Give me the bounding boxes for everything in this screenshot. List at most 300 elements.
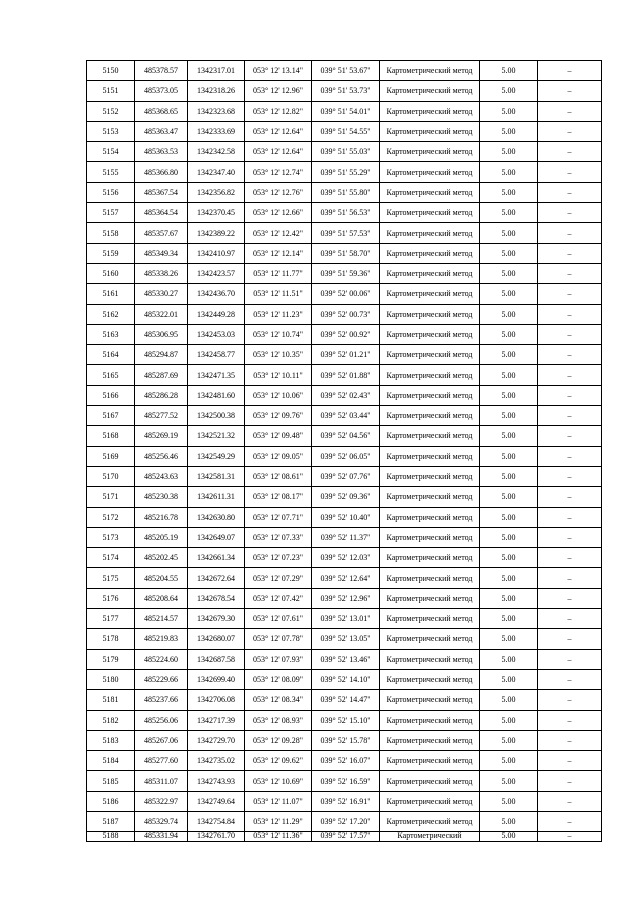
method-cell: Картометрический метод [380,751,480,771]
table-row [87,385,602,405]
method-cell: Картометрический метод [380,588,480,608]
point-number-cell: 5161 [87,284,135,304]
method-cell: Картометрический метод [380,385,480,405]
longitude-cell: 039° 52' 16.91" [312,791,380,811]
longitude-cell: 039° 52' 06.05" [312,446,380,466]
longitude-cell: 039° 52' 16.59" [312,771,380,791]
method-cell: Картометрический метод [380,527,480,547]
note-cell: – [538,466,602,486]
method-cell: Картометрический метод [380,243,480,263]
method-cell: Картометрический метод [380,182,480,202]
point-number-cell: 5154 [87,142,135,162]
latitude-cell: 053° 12' 11.29" [245,811,312,831]
longitude-cell: 039° 52' 14.10" [312,669,380,689]
note-cell: – [538,243,602,263]
note-cell: – [538,548,602,568]
table-row [87,771,602,791]
x-coordinate-cell: 485224.60 [135,649,188,669]
latitude-cell: 053° 12' 07.29" [245,568,312,588]
x-coordinate-cell: 485287.69 [135,365,188,385]
accuracy-cell: 5.00 [480,162,538,182]
table-row [87,61,602,81]
accuracy-cell: 5.00 [480,466,538,486]
table-row [87,629,602,649]
latitude-cell: 053° 12' 12.82" [245,101,312,121]
note-cell: – [538,730,602,750]
point-number-cell: 5166 [87,385,135,405]
point-number-cell: 5163 [87,324,135,344]
note-cell: – [538,121,602,141]
longitude-cell: 039° 51' 53.67" [312,61,380,81]
y-coordinate-cell: 1342500.38 [188,406,245,426]
accuracy-cell: 5.00 [480,81,538,101]
longitude-cell: 039° 51' 56.53" [312,203,380,223]
point-number-cell: 5171 [87,487,135,507]
method-cell: Картометрический метод [380,61,480,81]
latitude-cell: 053° 12' 12.14" [245,243,312,263]
accuracy-cell: 5.00 [480,609,538,629]
longitude-cell: 039° 52' 17.20" [312,811,380,831]
accuracy-cell: 5.00 [480,669,538,689]
table-row [87,507,602,527]
longitude-cell: 039° 52' 13.05" [312,629,380,649]
point-number-cell: 5152 [87,101,135,121]
x-coordinate-cell: 485378.57 [135,61,188,81]
y-coordinate-cell: 1342370.45 [188,203,245,223]
method-cell: Картометрический метод [380,629,480,649]
point-number-cell: 5178 [87,629,135,649]
longitude-cell: 039° 51' 54.01" [312,101,380,121]
note-cell: – [538,771,602,791]
table-row [87,203,602,223]
y-coordinate-cell: 1342436.70 [188,284,245,304]
point-number-cell: 5151 [87,81,135,101]
point-number-cell: 5172 [87,507,135,527]
latitude-cell: 053° 12' 09.62" [245,751,312,771]
point-number-cell: 5150 [87,61,135,81]
table-row [87,284,602,304]
method-cell: Картометрический метод [380,284,480,304]
y-coordinate-cell: 1342749.64 [188,791,245,811]
table-row [87,121,602,141]
latitude-cell: 053° 12' 07.23" [245,548,312,568]
longitude-cell: 039° 52' 13.46" [312,649,380,669]
table-row [87,223,602,243]
accuracy-cell: 5.00 [480,588,538,608]
longitude-cell: 039° 52' 02.43" [312,385,380,405]
table-row [87,730,602,750]
y-coordinate-cell: 1342458.77 [188,345,245,365]
y-coordinate-cell: 1342389.22 [188,223,245,243]
latitude-cell: 053° 12' 08.93" [245,710,312,730]
note-cell: – [538,791,602,811]
y-coordinate-cell: 1342423.57 [188,263,245,283]
latitude-cell: 053° 12' 08.61" [245,466,312,486]
x-coordinate-cell: 485277.52 [135,406,188,426]
latitude-cell: 053° 12' 10.69" [245,771,312,791]
point-number-cell: 5169 [87,446,135,466]
point-number-cell: 5181 [87,690,135,710]
note-cell: – [538,507,602,527]
y-coordinate-cell: 1342761.70 [188,832,245,842]
table-row [87,406,602,426]
table-row [87,446,602,466]
latitude-cell: 053° 12' 10.11" [245,365,312,385]
note-cell: – [538,263,602,283]
point-number-cell: 5165 [87,365,135,385]
x-coordinate-cell: 485286.28 [135,385,188,405]
method-cell: Картометрический метод [380,811,480,831]
latitude-cell: 053° 12' 10.06" [245,385,312,405]
latitude-cell: 053° 12' 09.76" [245,406,312,426]
longitude-cell: 039° 51' 53.73" [312,81,380,101]
latitude-cell: 053° 12' 07.61" [245,609,312,629]
accuracy-cell: 5.00 [480,507,538,527]
accuracy-cell: 5.00 [480,263,538,283]
longitude-cell: 039° 52' 00.06" [312,284,380,304]
y-coordinate-cell: 1342630.80 [188,507,245,527]
table-row [87,568,602,588]
latitude-cell: 053° 12' 12.42" [245,223,312,243]
x-coordinate-cell: 485214.57 [135,609,188,629]
latitude-cell: 053° 12' 11.07" [245,791,312,811]
accuracy-cell: 5.00 [480,304,538,324]
x-coordinate-cell: 485338.26 [135,263,188,283]
x-coordinate-cell: 485349.34 [135,243,188,263]
x-coordinate-cell: 485204.55 [135,568,188,588]
table-row [87,345,602,365]
note-cell: – [538,182,602,202]
method-cell: Картометрический метод [380,446,480,466]
x-coordinate-cell: 485367.54 [135,182,188,202]
note-cell: – [538,365,602,385]
latitude-cell: 053° 12' 08.34" [245,690,312,710]
accuracy-cell: 5.00 [480,446,538,466]
y-coordinate-cell: 1342323.68 [188,101,245,121]
point-number-cell: 5184 [87,751,135,771]
note-cell: – [538,142,602,162]
x-coordinate-cell: 485322.01 [135,304,188,324]
x-coordinate-cell: 485357.67 [135,223,188,243]
y-coordinate-cell: 1342549.29 [188,446,245,466]
accuracy-cell: 5.00 [480,791,538,811]
note-cell: – [538,61,602,81]
x-coordinate-cell: 485219.83 [135,629,188,649]
method-cell: Картометрический метод [380,487,480,507]
latitude-cell: 053° 12' 12.76" [245,182,312,202]
accuracy-cell: 5.00 [480,284,538,304]
note-cell: – [538,304,602,324]
table-row [87,487,602,507]
latitude-cell: 053° 12' 10.35" [245,345,312,365]
y-coordinate-cell: 1342356.82 [188,182,245,202]
y-coordinate-cell: 1342706.08 [188,690,245,710]
note-cell: – [538,162,602,182]
latitude-cell: 053° 12' 07.93" [245,649,312,669]
point-number-cell: 5160 [87,263,135,283]
y-coordinate-cell: 1342729.70 [188,730,245,750]
accuracy-cell: 5.00 [480,142,538,162]
latitude-cell: 053° 12' 12.66" [245,203,312,223]
method-cell: Картометрический метод [380,101,480,121]
latitude-cell: 053° 12' 11.51" [245,284,312,304]
method-cell: Картометрический метод [380,669,480,689]
accuracy-cell: 5.00 [480,487,538,507]
note-cell: – [538,690,602,710]
x-coordinate-cell: 485366.80 [135,162,188,182]
x-coordinate-cell: 485216.78 [135,507,188,527]
longitude-cell: 039° 51' 57.53" [312,223,380,243]
method-cell: Картометрический метод [380,345,480,365]
y-coordinate-cell: 1342453.03 [188,324,245,344]
y-coordinate-cell: 1342481.60 [188,385,245,405]
x-coordinate-cell: 485256.06 [135,710,188,730]
y-coordinate-cell: 1342347.40 [188,162,245,182]
point-number-cell: 5173 [87,527,135,547]
note-cell: – [538,527,602,547]
table-row [87,101,602,121]
note-cell: – [538,223,602,243]
table-row [87,548,602,568]
point-number-cell: 5167 [87,406,135,426]
accuracy-cell: 5.00 [480,345,538,365]
longitude-cell: 039° 52' 10.40" [312,507,380,527]
latitude-cell: 053° 12' 07.78" [245,629,312,649]
longitude-cell: 039° 52' 12.96" [312,588,380,608]
longitude-cell: 039° 51' 58.70" [312,243,380,263]
accuracy-cell: 5.00 [480,568,538,588]
x-coordinate-cell: 485208.64 [135,588,188,608]
longitude-cell: 039° 52' 17.57" [312,832,380,842]
longitude-cell: 039° 52' 16.07" [312,751,380,771]
point-number-cell: 5180 [87,669,135,689]
latitude-cell: 053° 12' 11.23" [245,304,312,324]
table-row [87,791,602,811]
x-coordinate-cell: 485368.65 [135,101,188,121]
method-cell: Картометрический метод [380,324,480,344]
point-number-cell: 5162 [87,304,135,324]
table-row [87,466,602,486]
point-number-cell: 5179 [87,649,135,669]
accuracy-cell: 5.00 [480,182,538,202]
table-row [87,811,602,831]
method-cell: Картометрический метод [380,649,480,669]
accuracy-cell: 5.00 [480,101,538,121]
table-row [87,426,602,446]
latitude-cell: 053° 12' 07.33" [245,527,312,547]
longitude-cell: 039° 52' 11.37" [312,527,380,547]
note-cell: – [538,284,602,304]
point-number-cell: 5185 [87,771,135,791]
method-cell: Картометрический метод [380,223,480,243]
y-coordinate-cell: 1342521.32 [188,426,245,446]
method-cell: Картометрический метод [380,791,480,811]
y-coordinate-cell: 1342743.93 [188,771,245,791]
note-cell: – [538,649,602,669]
y-coordinate-cell: 1342471.35 [188,365,245,385]
note-cell: – [538,324,602,344]
point-number-cell: 5164 [87,345,135,365]
method-cell: Картометрический метод [380,203,480,223]
note-cell: – [538,832,602,842]
note-cell: – [538,406,602,426]
table-row [87,588,602,608]
x-coordinate-cell: 485202.45 [135,548,188,568]
y-coordinate-cell: 1342317.01 [188,61,245,81]
note-cell: – [538,588,602,608]
longitude-cell: 039° 52' 03.44" [312,406,380,426]
accuracy-cell: 5.00 [480,548,538,568]
note-cell: – [538,751,602,771]
table-row [87,142,602,162]
latitude-cell: 053° 12' 12.74" [245,162,312,182]
x-coordinate-cell: 485329.74 [135,811,188,831]
method-cell: Картометрический метод [380,162,480,182]
note-cell: – [538,81,602,101]
accuracy-cell: 5.00 [480,527,538,547]
y-coordinate-cell: 1342333.69 [188,121,245,141]
longitude-cell: 039° 52' 14.47" [312,690,380,710]
latitude-cell: 053° 12' 07.71" [245,507,312,527]
point-number-cell: 5158 [87,223,135,243]
method-cell: Картометрический метод [380,730,480,750]
method-cell: Картометрический метод [380,548,480,568]
x-coordinate-cell: 485277.60 [135,751,188,771]
table-row [87,527,602,547]
x-coordinate-cell: 485363.53 [135,142,188,162]
accuracy-cell: 5.00 [480,629,538,649]
coordinates-table [86,60,602,842]
accuracy-cell: 5.00 [480,771,538,791]
point-number-cell: 5157 [87,203,135,223]
note-cell: – [538,710,602,730]
point-number-cell: 5170 [87,466,135,486]
longitude-cell: 039° 52' 12.03" [312,548,380,568]
y-coordinate-cell: 1342581.31 [188,466,245,486]
x-coordinate-cell: 485322.97 [135,791,188,811]
y-coordinate-cell: 1342679.30 [188,609,245,629]
point-number-cell: 5176 [87,588,135,608]
method-cell: Картометрический метод [380,690,480,710]
table-row [87,182,602,202]
x-coordinate-cell: 485306.95 [135,324,188,344]
method-cell: Картометрический метод [380,304,480,324]
accuracy-cell: 5.00 [480,223,538,243]
y-coordinate-cell: 1342678.54 [188,588,245,608]
accuracy-cell: 5.00 [480,649,538,669]
y-coordinate-cell: 1342611.31 [188,487,245,507]
x-coordinate-cell: 485331.94 [135,832,188,842]
longitude-cell: 039° 52' 01.21" [312,345,380,365]
note-cell: – [538,811,602,831]
accuracy-cell: 5.00 [480,203,538,223]
latitude-cell: 053° 12' 12.64" [245,142,312,162]
longitude-cell: 039° 52' 15.10" [312,710,380,730]
accuracy-cell: 5.00 [480,365,538,385]
note-cell: – [538,669,602,689]
latitude-cell: 053° 12' 10.74" [245,324,312,344]
method-cell: Картометрический метод [380,507,480,527]
note-cell: – [538,609,602,629]
longitude-cell: 039° 52' 00.92" [312,324,380,344]
x-coordinate-cell: 485330.27 [135,284,188,304]
longitude-cell: 039° 52' 07.76" [312,466,380,486]
longitude-cell: 039° 51' 59.36" [312,263,380,283]
point-number-cell: 5188 [87,832,135,842]
point-number-cell: 5153 [87,121,135,141]
y-coordinate-cell: 1342672.64 [188,568,245,588]
method-cell: Картометрический метод [380,121,480,141]
x-coordinate-cell: 485229.66 [135,669,188,689]
table-row [87,832,602,842]
latitude-cell: 053° 12' 11.36" [245,832,312,842]
method-cell: Картометрический метод [380,406,480,426]
longitude-cell: 039° 52' 09.36" [312,487,380,507]
longitude-cell: 039° 52' 01.88" [312,365,380,385]
method-cell: Картометрический метод [380,466,480,486]
x-coordinate-cell: 485269.19 [135,426,188,446]
point-number-cell: 5156 [87,182,135,202]
note-cell: – [538,487,602,507]
latitude-cell: 053° 12' 07.42" [245,588,312,608]
method-cell: Картометрический метод [380,263,480,283]
y-coordinate-cell: 1342735.02 [188,751,245,771]
table-row [87,609,602,629]
longitude-cell: 039° 51' 54.55" [312,121,380,141]
longitude-cell: 039° 52' 04.56" [312,426,380,446]
y-coordinate-cell: 1342318.26 [188,81,245,101]
table-row [87,304,602,324]
latitude-cell: 053° 12' 11.77" [245,263,312,283]
note-cell: – [538,385,602,405]
y-coordinate-cell: 1342717.39 [188,710,245,730]
note-cell: – [538,101,602,121]
accuracy-cell: 5.00 [480,426,538,446]
x-coordinate-cell: 485205.19 [135,527,188,547]
latitude-cell: 053° 12' 09.28" [245,730,312,750]
x-coordinate-cell: 485311.07 [135,771,188,791]
latitude-cell: 053° 12' 12.64" [245,121,312,141]
accuracy-cell: 5.00 [480,811,538,831]
longitude-cell: 039° 51' 55.80" [312,182,380,202]
table-row [87,690,602,710]
point-number-cell: 5177 [87,609,135,629]
method-cell: Картометрический метод [380,365,480,385]
accuracy-cell: 5.00 [480,61,538,81]
point-number-cell: 5182 [87,710,135,730]
table-body [87,61,602,842]
table-row [87,669,602,689]
x-coordinate-cell: 485230.38 [135,487,188,507]
table-row [87,243,602,263]
method-cell: Картометрический метод [380,568,480,588]
accuracy-cell: 5.00 [480,324,538,344]
note-cell: – [538,203,602,223]
note-cell: – [538,446,602,466]
note-cell: – [538,426,602,446]
table-row [87,649,602,669]
table-row [87,710,602,730]
x-coordinate-cell: 485373.05 [135,81,188,101]
latitude-cell: 053° 12' 12.96" [245,81,312,101]
accuracy-cell: 5.00 [480,832,538,842]
accuracy-cell: 5.00 [480,690,538,710]
point-number-cell: 5187 [87,811,135,831]
y-coordinate-cell: 1342342.58 [188,142,245,162]
x-coordinate-cell: 485294.87 [135,345,188,365]
accuracy-cell: 5.00 [480,385,538,405]
table-row [87,324,602,344]
